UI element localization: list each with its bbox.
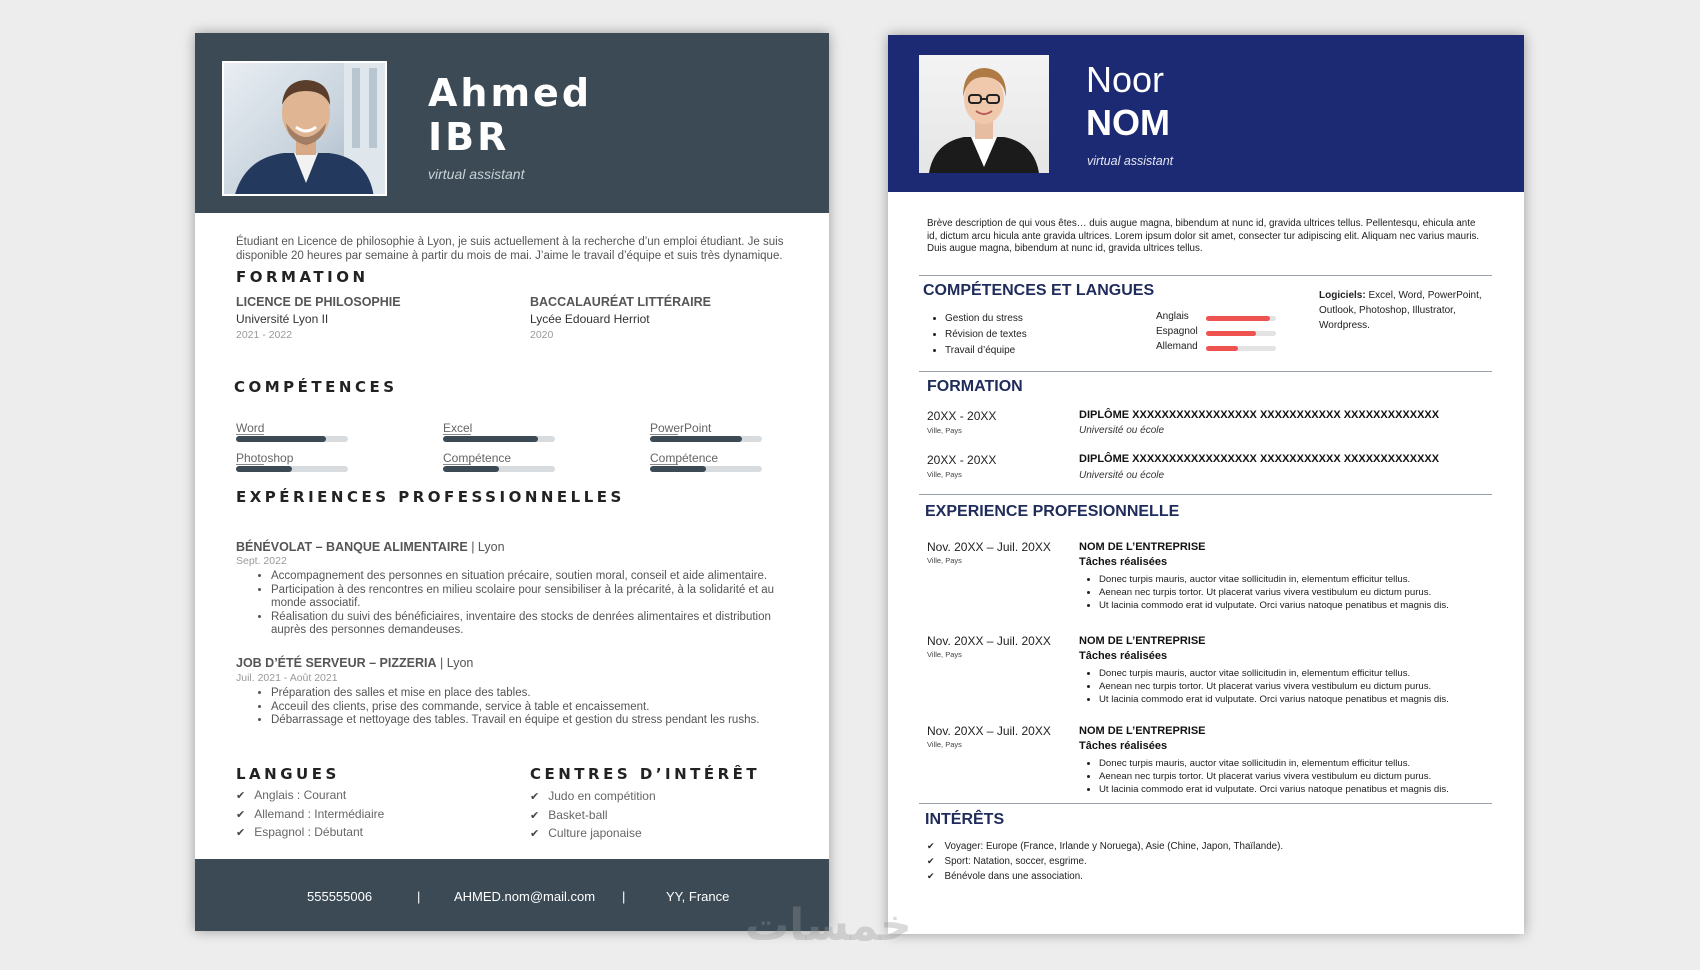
experience-bullets <box>1081 573 1501 612</box>
language-name: Anglais <box>1156 311 1189 322</box>
skill-item <box>236 452 348 472</box>
experience-dates: Nov. 20XX – Juil. 20XX <box>927 540 1051 554</box>
bullet-item: • Acceuil des clients, prise des commande, service à table et encaissement. <box>271 701 783 715</box>
formation-dates: 20XX - 20XX <box>927 409 997 423</box>
bullet-item: • Donec turpis mauris, auctor vitae sollicitudin in, elementum efficitur tellus. <box>1099 573 1501 586</box>
experience-city: Ville, Pays <box>927 556 962 565</box>
bullet-item: • Préparation des salles et mise en place des tables. <box>271 687 783 701</box>
software-values: Excel, Word, PowerPoint, Outlook, Photoshop, Illustrator, Wordpress. <box>1319 290 1482 331</box>
skill-bar-fill <box>443 436 538 442</box>
language-item: ✔ Allemand : Intermédiaire <box>236 806 384 825</box>
formation-dates: 2020 <box>530 329 554 341</box>
interests-list <box>927 839 1283 884</box>
skill-bar <box>650 436 762 442</box>
skill-bar-fill <box>650 436 742 442</box>
experience-bullets <box>1081 757 1501 796</box>
section-heading-languages: LANGUES <box>236 765 340 783</box>
interest-item: ✔ Sport: Natation, soccer, esgrime. <box>927 854 1283 869</box>
company-name: NOM DE L’ENTREPRISE <box>1079 725 1206 737</box>
experience-dates: Nov. 20XX – Juil. 20XX <box>927 724 1051 738</box>
experience-role: BÉNÉVOLAT – BANQUE ALIMENTAIRE <box>236 540 468 554</box>
contact-email: AHMED.nom@mail.com <box>454 889 596 904</box>
job-title: virtual assistant <box>1087 154 1174 168</box>
bullet-item: • Ut lacinia commodo erat id vulputate. Orci varius natoque penatibus et magnis dis. <box>1099 599 1501 612</box>
formation-dates: 20XX - 20XX <box>927 453 997 467</box>
formation-school: Lycée Edouard Herriot <box>530 312 650 326</box>
school-name: Université ou école <box>1079 425 1165 436</box>
experience-bullets <box>253 570 783 638</box>
formation-city: Ville, Pays <box>927 470 962 479</box>
skill-bar <box>236 436 348 442</box>
skill-item <box>443 452 555 472</box>
tasks-label: Tâches réalisées <box>1079 650 1168 662</box>
skill-item: • Révision de textes <box>945 327 1027 343</box>
resume-noor <box>888 35 1524 934</box>
watermark-logo: خمسات <box>745 900 912 951</box>
experience-city: Ville, Pays <box>927 740 962 749</box>
skill-label: Compétence <box>443 451 512 465</box>
diploma-title: DIPLÔME XXXXXXXXXXXXXXXXX XXXXXXXXXXX XXXXXXXXXXXXX <box>1079 453 1440 465</box>
skill-bar-fill <box>443 466 499 472</box>
skill-label: Excel <box>443 421 473 435</box>
interest-item: ✔ Culture japonaise <box>530 825 656 844</box>
experience-dates: Juil. 2021 - Août 2021 <box>236 672 338 684</box>
bullet-item: • Participation à des rencontres en milieu scolaire pour sensibiliser à la précarité, à la solidarité et au monde associatif. <box>271 584 783 611</box>
skill-item <box>236 422 348 442</box>
divider <box>919 803 1492 804</box>
experience-dates: Sept. 2022 <box>236 555 287 567</box>
formation-title: BACCALAURÉAT LITTÉRAIRE <box>530 295 712 309</box>
experience-bullets <box>1081 667 1501 706</box>
bullet-item: • Aenean nec turpis tortor. Ut placerat varius vivera vestibulum eu dictum purus. <box>1099 680 1501 693</box>
interest-item: ✔ Voyager: Europe (France, Irlande y Noruega), Asie (Chine, Japon, Thaïlande). <box>927 839 1283 854</box>
section-heading-formation: FORMATION <box>236 268 369 286</box>
interest-item: ✔ Bénévole dans une association. <box>927 869 1283 884</box>
resume-header <box>195 33 829 213</box>
language-name: Espagnol <box>1156 326 1198 337</box>
language-item: ✔ Anglais : Courant <box>236 787 384 806</box>
formation-title: LICENCE DE PHILOSOPHIE <box>236 295 401 309</box>
language-bar <box>1206 331 1276 336</box>
software-label: Logiciels: <box>1319 290 1366 301</box>
skill-label: Word <box>236 421 265 435</box>
software-list <box>1319 288 1489 333</box>
skill-label: PowerPoint <box>650 421 712 435</box>
experience-role: JOB D’ÉTÉ SERVEUR – PIZZERIA <box>236 656 437 670</box>
language-item <box>1156 341 1416 355</box>
section-heading-formation: FORMATION <box>927 378 1023 395</box>
diploma-title: DIPLÔME XXXXXXXXXXXXXXXXX XXXXXXXXXXX XXXXXXXXXXXXX <box>1079 409 1440 421</box>
bullet-item: • Donec turpis mauris, auctor vitae sollicitudin in, elementum efficitur tellus. <box>1099 757 1501 770</box>
contact-location: YY, France <box>666 889 730 904</box>
interest-item: ✔ Judo en compétition <box>530 788 656 807</box>
last-name: IBR <box>428 115 510 159</box>
skill-item <box>443 422 555 442</box>
experience-title <box>236 656 473 670</box>
bullet-item: • Débarrassage et nettoyage des tables. Travail en équipe et gestion du stress pendant les rushs. <box>271 714 783 728</box>
experience-bullets <box>253 687 783 728</box>
formation-school: Université Lyon II <box>236 312 329 326</box>
languages-list <box>236 787 384 843</box>
profile-photo <box>919 55 1049 173</box>
bullet-item: • Accompagnement des personnes en situation précaire, soutien moral, conseil et aide alimentaire. <box>271 570 783 584</box>
bullet-item: • Ut lacinia commodo erat id vulputate. Orci varius natoque penatibus et magnis dis. <box>1099 783 1501 796</box>
experience-place: | Lyon <box>467 540 505 554</box>
section-heading-interests: CENTRES D’INTÉRÊT <box>530 765 761 783</box>
experience-city: Ville, Pays <box>927 650 962 659</box>
resume-header <box>888 35 1524 192</box>
skill-bar <box>236 466 348 472</box>
contact-footer <box>195 859 829 931</box>
skill-bar <box>443 466 555 472</box>
tasks-label: Tâches réalisées <box>1079 556 1168 568</box>
section-heading-interests: INTÉRÊTS <box>925 811 1005 828</box>
bullet-item: • Aenean nec turpis tortor. Ut placerat varius vivera vestibulum eu dictum purus. <box>1099 586 1501 599</box>
profile-photo <box>222 61 387 196</box>
bullet-item: • Donec turpis mauris, auctor vitae sollicitudin in, elementum efficitur tellus. <box>1099 667 1501 680</box>
language-name: Allemand <box>1156 341 1198 352</box>
company-name: NOM DE L’ENTREPRISE <box>1079 635 1206 647</box>
interests-list <box>530 788 656 844</box>
skill-bar <box>650 466 762 472</box>
full-name <box>428 71 592 159</box>
contact-phone: 555555006 <box>307 889 373 904</box>
bullet-item: • Réalisation du suivi des bénéficiaires, inventaire des stocks de denrées alimentaires et distribution auprès des personnes demandeuses. <box>271 611 783 638</box>
skills-list <box>927 311 1027 359</box>
divider <box>919 371 1492 372</box>
skill-bar-fill <box>236 436 326 442</box>
footer-separator: | <box>417 889 421 904</box>
first-name: Noor <box>1086 59 1165 100</box>
language-bar <box>1206 316 1276 321</box>
formation-city: Ville, Pays <box>927 426 962 435</box>
divider <box>919 494 1492 495</box>
footer-separator: | <box>622 889 626 904</box>
skill-bar <box>443 436 555 442</box>
experience-place: | Lyon <box>436 656 474 670</box>
school-name: Université ou école <box>1079 470 1165 481</box>
experience-dates: Nov. 20XX – Juil. 20XX <box>927 634 1051 648</box>
skill-label: Photoshop <box>236 451 294 465</box>
resume-ahmed <box>195 33 829 931</box>
company-name: NOM DE L’ENTREPRISE <box>1079 541 1206 553</box>
skill-item <box>650 452 762 472</box>
skill-bar-fill <box>236 466 292 472</box>
language-bar-fill <box>1206 316 1270 321</box>
language-item: ✔ Espagnol : Débutant <box>236 824 384 843</box>
skill-item: • Travail d’équipe <box>945 343 1027 359</box>
bullet-item: • Aenean nec turpis tortor. Ut placerat varius vivera vestibulum eu dictum purus. <box>1099 770 1501 783</box>
language-bar-fill <box>1206 346 1238 351</box>
language-bar-fill <box>1206 331 1256 336</box>
first-name: Ahmed <box>428 71 593 115</box>
experience-title <box>236 540 505 554</box>
intro-text: Étudiant en Licence de philosophie à Lyon, je suis actuellement à la recherche d’un emploi étudiant. Je suis disponible 20 heures par semaine à partir du mois de mai. J’aime le travail d’équipe et suis très dynamique. <box>236 236 784 262</box>
skill-item: • Gestion du stress <box>945 311 1027 327</box>
section-heading-experience: EXPÉRIENCES PROFESSIONNELLES <box>236 488 625 506</box>
skill-bar-fill <box>650 466 706 472</box>
divider <box>919 275 1492 276</box>
section-heading-experience: EXPERIENCE PROFESIONNELLE <box>925 503 1180 520</box>
intro-text: Brève description de qui vous êtes… duis augue magna, bibendum at nunc id, gravida ultrices tellus. Pellentesqu, ehicula ante id, dictum arcu hicula ante gravida ultrices. Lorem ipsum dolor sit amet, consecter tur adipiscing elit. Aliquam nec varius mauris. Duis augue magna, bibendum at nunc id, gravida ultrices tellus. <box>927 218 1480 254</box>
formation-dates: 2021 - 2022 <box>236 329 293 341</box>
job-title: virtual assistant <box>428 166 525 182</box>
skill-item <box>650 422 762 442</box>
last-name: NOM <box>1086 102 1170 143</box>
section-heading-skills: COMPÉTENCES <box>234 378 398 396</box>
language-bar <box>1206 346 1276 351</box>
tasks-label: Tâches réalisées <box>1079 740 1168 752</box>
skill-label: Compétence <box>650 451 719 465</box>
interest-item: ✔ Basket-ball <box>530 807 656 826</box>
bullet-item: • Ut lacinia commodo erat id vulputate. Orci varius natoque penatibus et magnis dis. <box>1099 693 1501 706</box>
section-heading-skills: COMPÉTENCES ET LANGUES <box>923 282 1155 299</box>
